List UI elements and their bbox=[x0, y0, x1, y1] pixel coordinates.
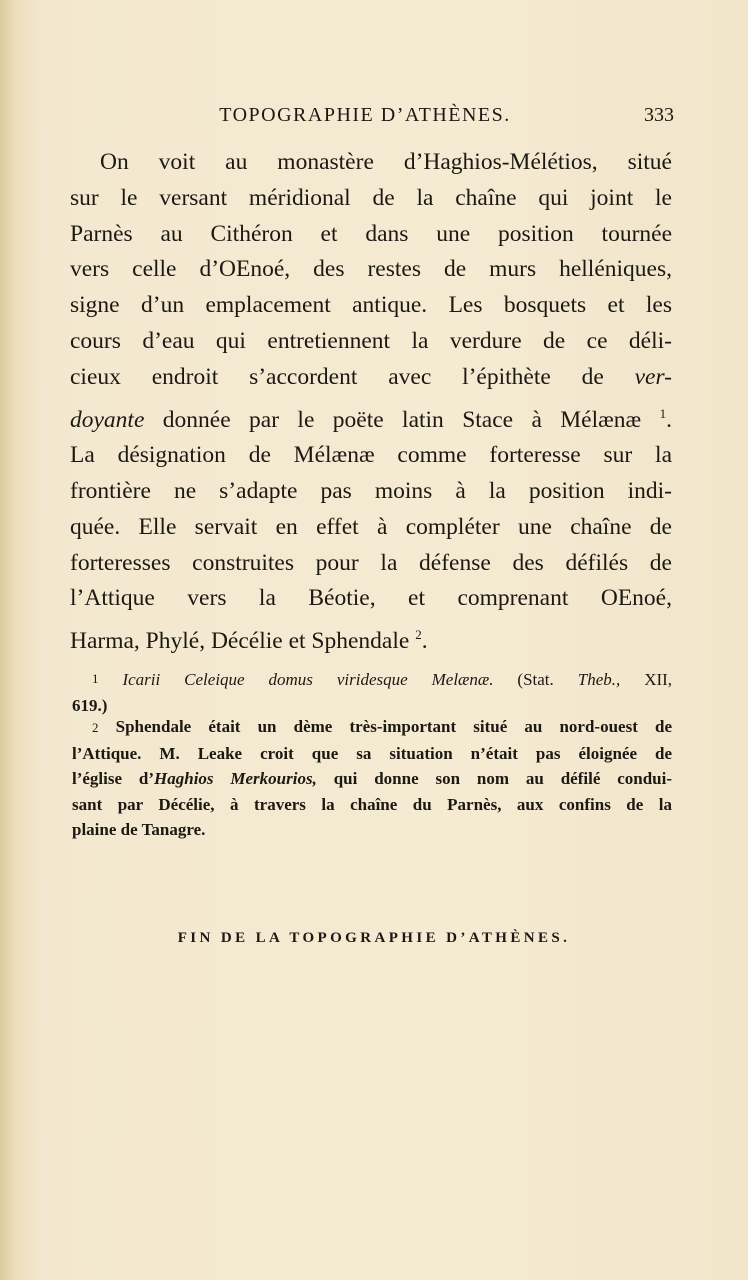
italic-word: doyante bbox=[70, 406, 145, 433]
footnote-2-line: plaine de Tanagre. bbox=[72, 820, 206, 839]
text-line: frontière ne s’adapte pas moins à la position indi- bbox=[70, 478, 672, 504]
footnote-number: 2 bbox=[92, 720, 99, 735]
footnote-ref: 1 bbox=[659, 405, 667, 421]
body-paragraph bbox=[70, 145, 672, 660]
text-line bbox=[70, 396, 672, 439]
text-run: Harma, Phylé, Décélie et Sphendale bbox=[70, 628, 410, 655]
footnote-text: l’église d’ bbox=[72, 769, 155, 788]
footnote-2-line: sant par Décélie, à travers la chaîne du Parnès, aux confins de la bbox=[72, 794, 672, 814]
footnote-1-line bbox=[72, 666, 672, 693]
running-head bbox=[70, 104, 674, 134]
page-number: 333 bbox=[644, 104, 674, 126]
footnote-2-line: l’Attique. M. Leake croit que sa situation n’était pas éloignée de bbox=[72, 743, 672, 763]
text-line: signe d’un emplacement antique. Les bosquets et les bbox=[70, 292, 672, 319]
text-line: La désignation de Mélænæ comme forteresse sur la bbox=[70, 442, 672, 469]
text-line: quée. Elle servait en effet à compléter une chaîne de bbox=[70, 513, 672, 540]
running-title: TOPOGRAPHIE D’ATHÈNES. bbox=[219, 104, 511, 126]
footnote-quote: Icarii Celeique domus viridesque Melænæ. bbox=[122, 670, 494, 689]
footnote-ref-italic: Theb., bbox=[577, 670, 621, 689]
footnote-text: qui donne son nom au défilé condui- bbox=[333, 769, 673, 788]
footnote-number: 1 bbox=[92, 671, 99, 686]
footnotes bbox=[72, 666, 672, 843]
footnote-2-line bbox=[72, 766, 672, 792]
footnote-ref-text: XII, bbox=[644, 670, 673, 689]
punctuation: . bbox=[666, 406, 673, 433]
footnote-1-line: 619.) bbox=[72, 695, 108, 715]
text-line: On voit au monastère d’Haghios-Mélétios, situé bbox=[100, 149, 672, 175]
text-run: cieux endroit s’accordent avec l’épithète de bbox=[70, 363, 604, 390]
footnote-text: Sphendale était un dème très-important situé au nord-ouest de bbox=[115, 717, 672, 736]
text-line: forteresses construites pour la défense des défilés de bbox=[70, 549, 672, 576]
text-line bbox=[70, 360, 672, 396]
footnote-ref: 2 bbox=[415, 627, 422, 643]
punctuation: . bbox=[421, 628, 428, 655]
colophon: FIN DE LA TOPOGRAPHIE D’ATHÈNES. bbox=[177, 930, 571, 946]
text-line: cours d’eau qui entretiennent la verdure de ce déli- bbox=[70, 327, 672, 354]
footnote-2-line bbox=[72, 714, 672, 741]
text-line: sur le versant méridional de la chaîne qui joint le bbox=[70, 184, 672, 211]
footnote-italic: Haghios Merkourios, bbox=[154, 769, 317, 788]
text-run: donnée par le poëte latin Stace à Mélænæ bbox=[162, 406, 642, 433]
text-line: l’Attique vers la Béotie, et comprenant OEnoé, bbox=[70, 585, 672, 612]
footnote-ref-text: (Stat. bbox=[517, 670, 554, 689]
text-line: Parnès au Cithéron et dans une position tournée bbox=[70, 220, 672, 247]
italic-word: ver- bbox=[634, 363, 672, 390]
text-line: vers celle d’OEnoé, des restes de murs helléniques, bbox=[70, 256, 672, 283]
text-line bbox=[70, 617, 672, 660]
